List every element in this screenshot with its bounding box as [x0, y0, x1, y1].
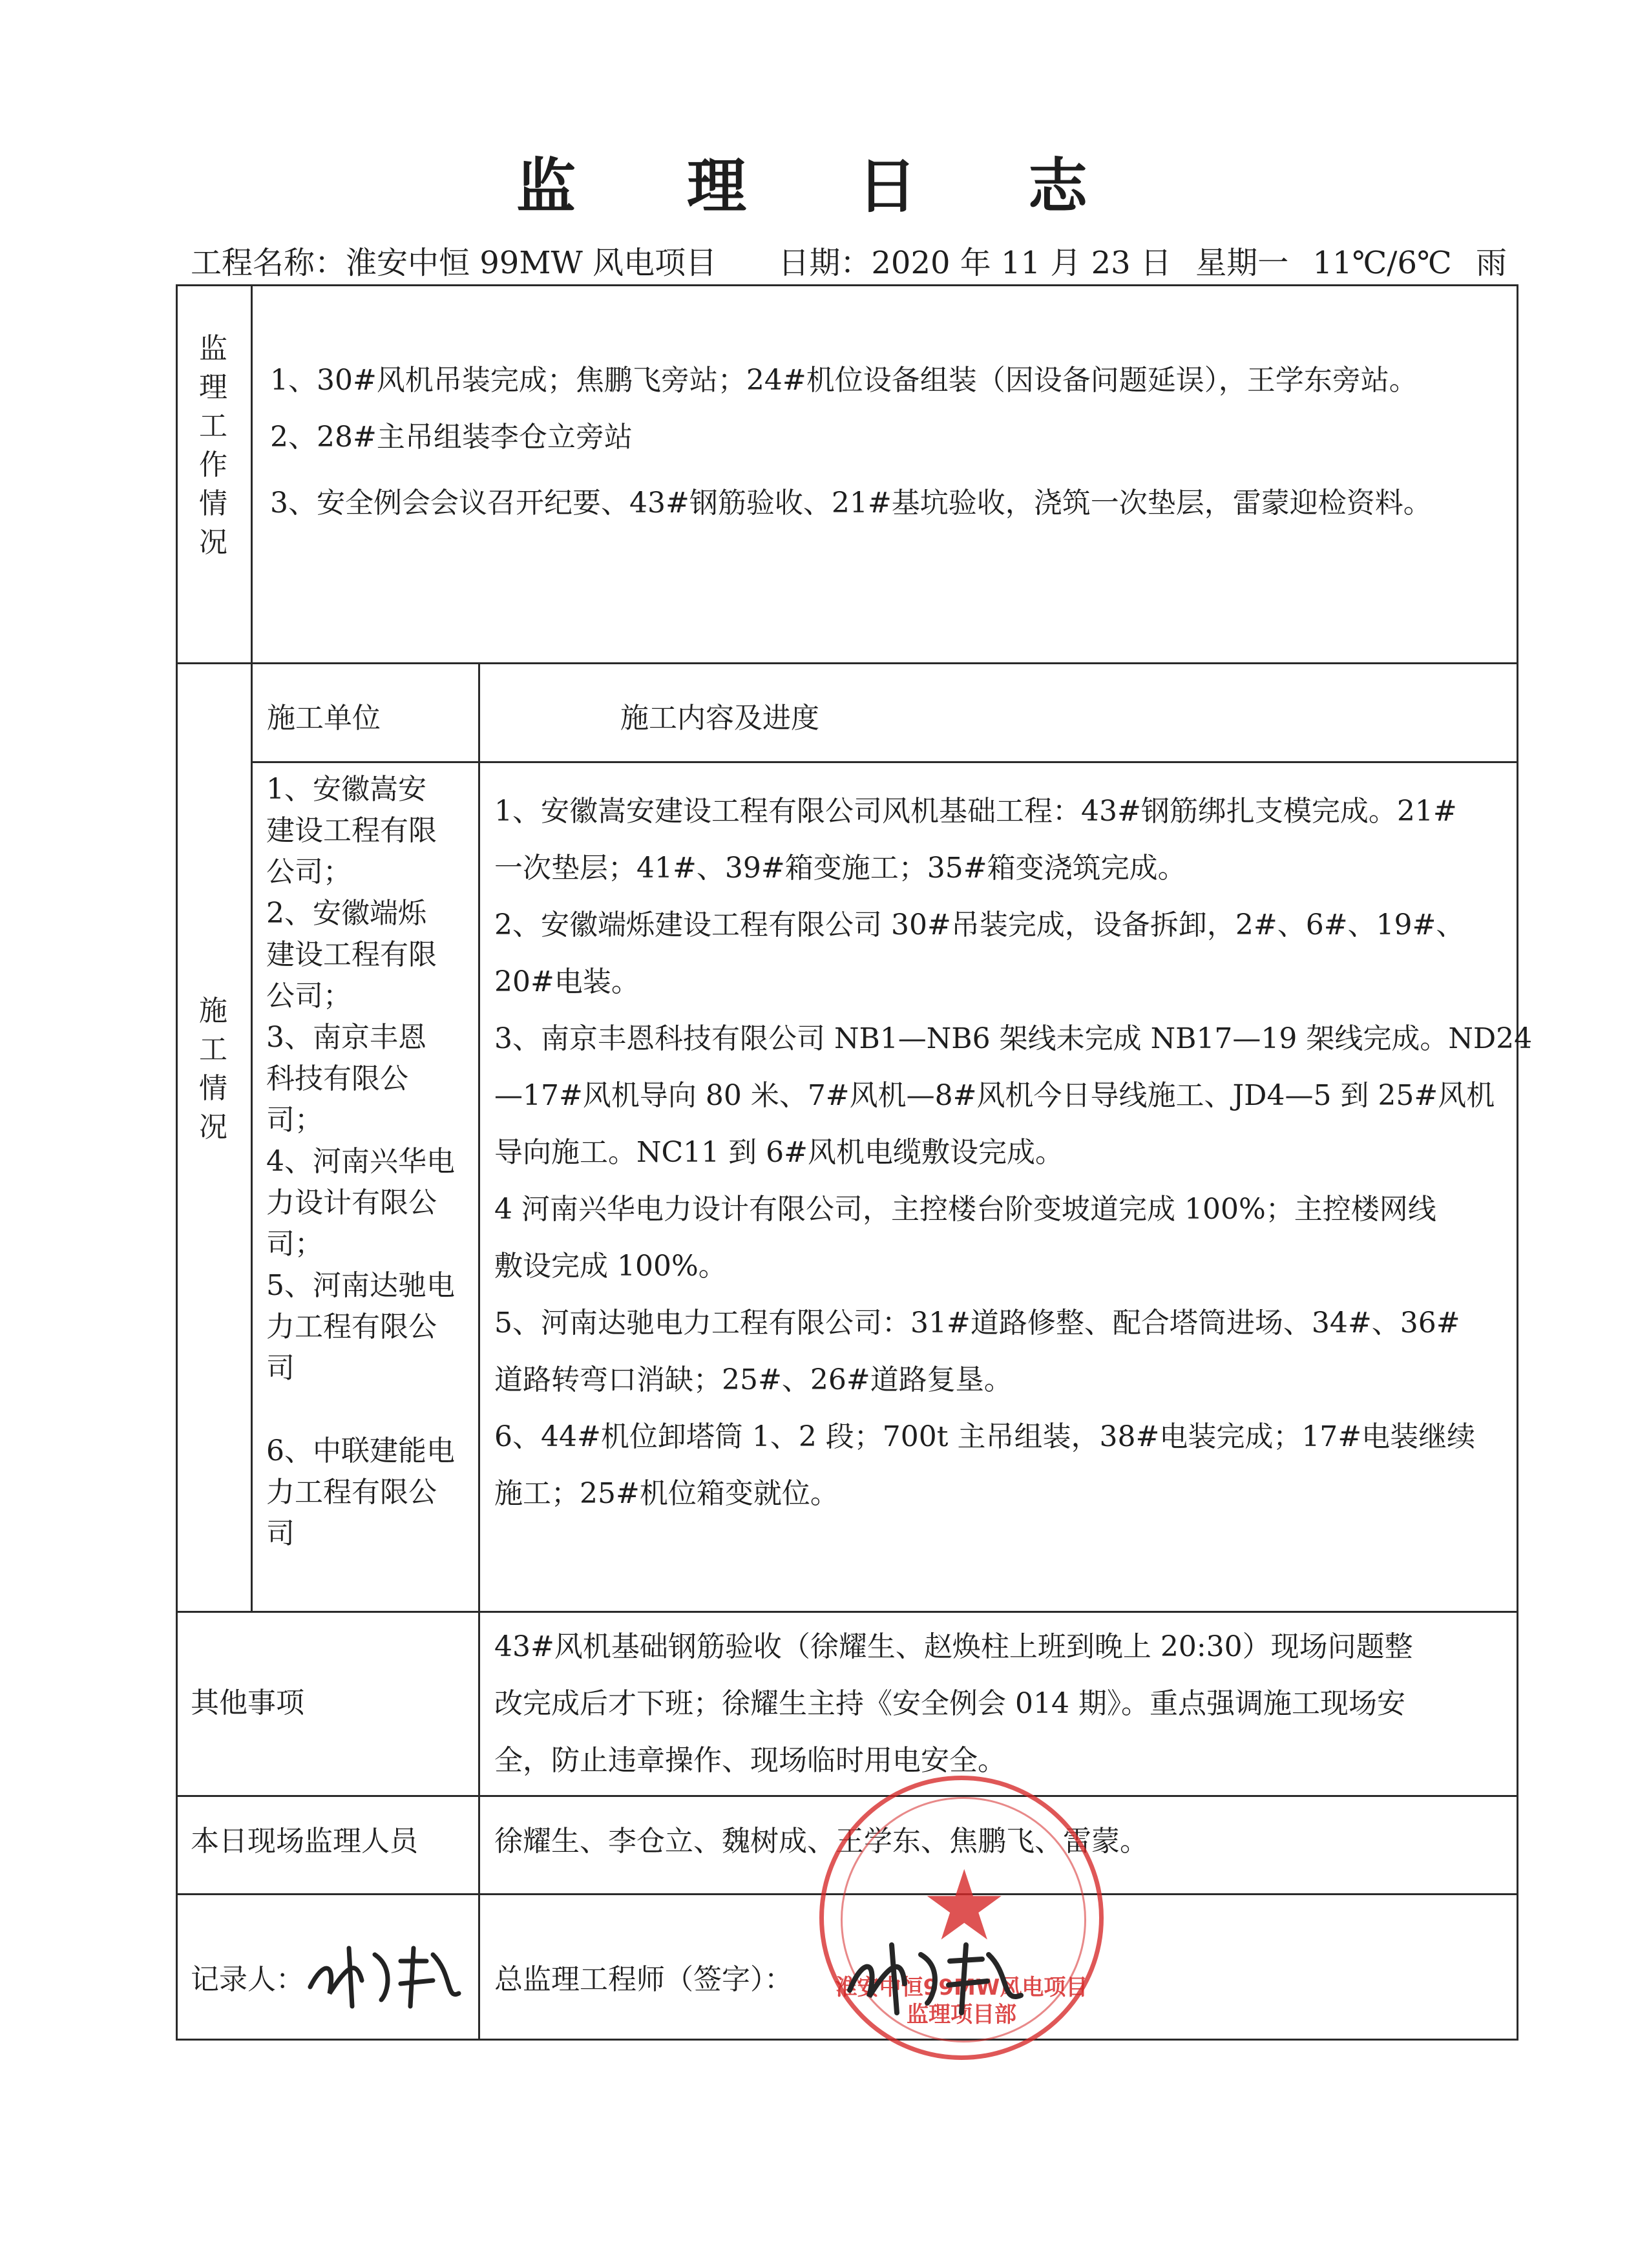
content-line: 6、44#机位卸塔筒 1、2 段；700t 主吊组装，38#电装完成；17#电装继续 [494, 1420, 1476, 1453]
row-divider [251, 761, 1518, 763]
unit-line: 6、中联建能电 [266, 1434, 455, 1467]
unit-line: 建设工程有限 [266, 814, 437, 847]
construction-label: 施 工 情 况 [199, 994, 227, 1144]
other-line: 全，防止违章操作、现场临时用电安全。 [494, 1744, 1006, 1777]
other-line: 改完成后才下班；徐耀生主持《安全例会 014 期》。重点强调施工现场安 [494, 1687, 1405, 1720]
content-line: 道路转弯口消缺；25#、26#道路复垦。 [494, 1363, 1013, 1396]
unit-line: 公司； [266, 856, 352, 888]
col-divider [251, 284, 253, 1611]
log-weather: 雨 [1475, 245, 1507, 281]
other-label: 其他事项 [191, 1686, 304, 1719]
content-line: 施工；25#机位箱变就位。 [494, 1477, 839, 1510]
supervision-item: 3、安全例会会议召开纪要、43#钢筋验收、21#基坑验收，浇筑一次垫层，雷蒙迎检资料。 [270, 487, 1432, 520]
content-line: 2、安徽端烁建设工程有限公司 30#吊装完成，设备拆卸，2#、6#、19#、 [494, 908, 1465, 941]
seal-stamp: ★ 淮安中恒99MW风电项目 监理项目部 [819, 1776, 1104, 2060]
chief-engineer-label: 总监理工程师（签字）： [494, 1963, 793, 1996]
unit-line: 司 [266, 1517, 295, 1550]
project-name: 工程名称：淮安中恒 99MW 风电项目 [191, 245, 717, 281]
unit-line: 建设工程有限 [266, 938, 437, 971]
content-line: 1、安徽嵩安建设工程有限公司风机基础工程：43#钢筋绑扎支模完成。21# [494, 795, 1457, 828]
content-line: 一次垫层；41#、39#箱变施工；35#箱变浇筑完成。 [494, 852, 1186, 885]
column-header-unit: 施工单位 [267, 702, 381, 735]
staff-names: 徐耀生、李仓立、魏树成、王学东、焦鹏飞、雷蒙。 [494, 1825, 1148, 1858]
supervision-label: 监 理 工 作 情 况 [199, 332, 227, 559]
unit-line: 司 [266, 1352, 295, 1385]
recorder-label: 记录人： [191, 1963, 304, 1996]
content-line: —17#风机导向 80 米、7#风机—8#风机今日导线施工、JD4—5 到 25#风机 [494, 1079, 1495, 1112]
content-line: 4 河南兴华电力设计有限公司，主控楼台阶变坡道完成 100%；主控楼网线 [494, 1193, 1436, 1226]
unit-line: 司； [266, 1104, 323, 1137]
other-content [494, 1619, 1413, 1789]
unit-line: 5、河南达驰电 [266, 1269, 455, 1302]
chief-engineer-signature [840, 1932, 1034, 2022]
log-weekday: 星期一 [1195, 245, 1289, 281]
row-divider [176, 1795, 1518, 1797]
content-line: 敷设完成 100%。 [494, 1250, 727, 1283]
content-line: 导向施工。NC11 到 6#风机电缆敷设完成。 [494, 1136, 1064, 1169]
log-temperature: 11℃/6℃ [1312, 245, 1452, 281]
unit-line: 司； [266, 1228, 323, 1261]
unit-line: 力工程有限公 [266, 1310, 437, 1343]
col-divider [478, 662, 480, 1611]
row-divider [176, 1611, 1518, 1613]
recorder-signature [304, 1935, 472, 2019]
content-list [494, 783, 1532, 1522]
col-divider [478, 1611, 480, 2041]
content-line: 3、南京丰恩科技有限公司 NB1—NB6 架线未完成 NB17—19 架线完成。ND24 [494, 1022, 1533, 1055]
row-divider [176, 662, 1518, 664]
star-icon: ★ [921, 1850, 1008, 1962]
log-date: 日期：2020 年 11 月 23 日 [778, 245, 1171, 281]
unit-line: 公司； [266, 980, 352, 1013]
unit-line: 4、河南兴华电 [266, 1145, 455, 1178]
supervision-item: 2、28#主吊组装李仓立旁站 [270, 421, 633, 454]
unit-line: 3、南京丰恩 [266, 1021, 426, 1054]
unit-line: 科技有限公 [266, 1062, 408, 1095]
content-line: 5、河南达驰电力工程有限公司：31#道路修整、配合塔筒进场、34#、36# [494, 1307, 1460, 1339]
column-header-content: 施工内容及进度 [620, 702, 819, 735]
supervision-item: 1、30#风机吊装完成；焦鹏飞旁站；24#机位设备组装（因设备问题延误），王学东旁站。 [270, 364, 1418, 397]
unit-line: 1、安徽嵩安 [266, 773, 426, 806]
header-line [191, 238, 1507, 282]
unit-line: 力工程有限公 [266, 1476, 437, 1509]
other-line: 43#风机基础钢筋验收（徐耀生、赵焕柱上班到晚上 20:30）现场问题整 [494, 1630, 1413, 1663]
staff-label: 本日现场监理人员 [191, 1825, 418, 1858]
page-title: 监 理 日 志 [516, 152, 1133, 221]
content-line: 20#电装。 [494, 965, 640, 998]
unit-list [266, 769, 455, 1555]
unit-line: 2、安徽端烁 [266, 897, 426, 930]
unit-line: 力设计有限公 [266, 1186, 437, 1219]
